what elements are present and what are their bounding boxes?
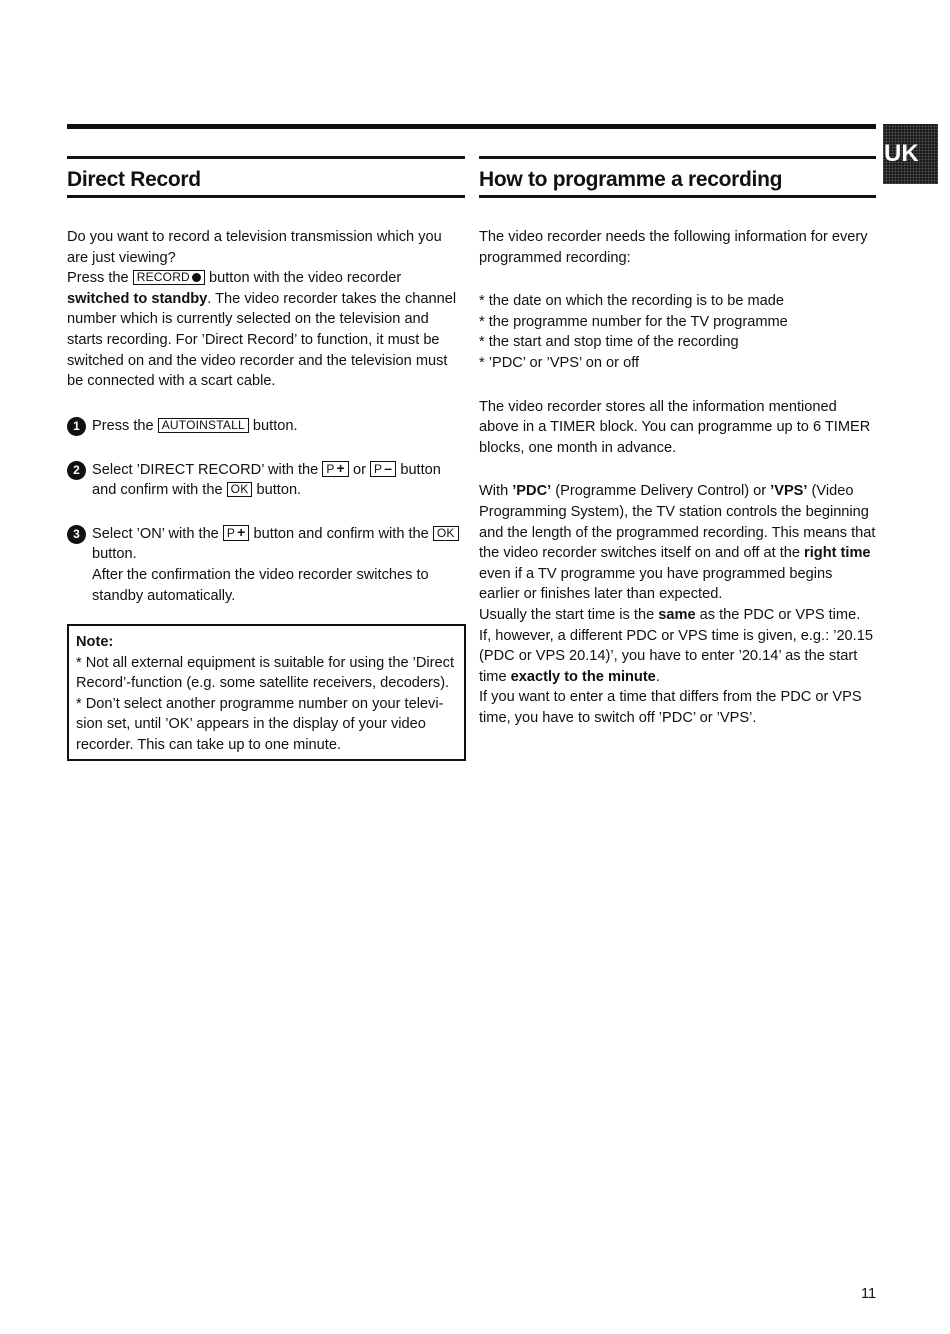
programme-recording-body (479, 227, 876, 728)
autoinstall-key: AUTOINSTALL (158, 418, 249, 433)
step-1: 1 Press the AUTOINSTALL button. (67, 416, 465, 437)
step-number-icon: 2 (67, 461, 86, 480)
section-title: How to programme a recording (479, 168, 783, 191)
differ-paragraph: If you want to enter a time that differs from the PDC or VPS time, you have to switch off ’PDC’ or ’VPS’. (479, 689, 862, 726)
note-title: Note: (76, 634, 114, 650)
step-number-icon: 3 (67, 525, 86, 544)
p-minus-key: P – (370, 461, 396, 477)
bullet-item: * the date on which the recording is to be made (479, 293, 785, 310)
top-rule (67, 124, 876, 129)
direct-record-header (67, 156, 465, 198)
pdc-paragraph: With ’PDC’ (Programme Delivery Control) or ’VPS’ (Video Programming System), the TV station controls the beginning and the length of the programmed recording. This means that the video recorder switches itself on and off at the right time even if a TV programme you have programmed begins earlier or finishes later than expected. (479, 483, 876, 603)
direct-record-intro (67, 227, 465, 392)
ok-key: OK (433, 526, 459, 541)
timer-paragraph: The video recorder stores all the information mentioned above in a TIMER block. You can programme up to 6 TIMER blocks, one month in advance. (479, 398, 871, 456)
record-dot-icon (192, 273, 201, 282)
note-line: * Not all external equipment is suitable for using the ’Direct Record’-function (e.g. some satellite receivers, decoders). (76, 654, 455, 692)
intro-question: Do you want to record a television transmission which you are just viewing? (67, 229, 442, 266)
page-number: 11 (861, 1286, 877, 1302)
section-title: Direct Record (67, 168, 201, 191)
step-number-icon: 1 (67, 417, 86, 436)
plus-icon: + (237, 523, 246, 540)
ok-key: OK (227, 482, 253, 497)
usual-paragraph: Usually the start time is the same as the PDC or VPS time. If, however, a different PDC or VPS time is given, e.g.: ’20.15 (PDC or VPS 20.14)’, you have to enter ’20.14’ as the start time exactly to the minute. (479, 606, 873, 685)
language-tab: UK (883, 124, 938, 184)
plus-icon: + (336, 459, 345, 476)
press-record-paragraph: Press the RECORD button with the video recorder switched to standby. The video recorder takes the channel number which is currently selected on the television and starts recording. For ’Direct Record’ to function, it must be switched on and the video recorder and the television must be connected with a scart cable. (67, 270, 457, 390)
p-plus-key: P + (223, 525, 250, 541)
steps (67, 416, 465, 606)
step-2: 2 Select ’DIRECT RECORD’ with the P + or P – button and confirm with the OK button. (67, 460, 465, 501)
bullet-item: * the start and stop time of the recording (479, 334, 739, 351)
p-plus-key: P + (322, 461, 349, 477)
step-3: 3 Select ’ON’ with the P + button and confirm with the OK button. After the confirmation the video recorder switches to standby automatically. (67, 524, 465, 606)
bullet-item: * the programme number for the TV programme (479, 313, 788, 330)
record-key: RECORD (133, 270, 205, 285)
intro-paragraph: The video recorder needs the following information for every programmed recording: (479, 229, 868, 266)
minus-icon: – (384, 459, 393, 476)
programme-recording-header (479, 156, 876, 198)
bullet-item: * ’PDC’ or ’VPS’ on or off (479, 354, 640, 371)
note-box (67, 624, 466, 761)
note-line: * Don’t select another programme number on your televi-sion set, until ’OK’ appears in the display of your video recorder. This can take up to one minute. (76, 695, 444, 753)
